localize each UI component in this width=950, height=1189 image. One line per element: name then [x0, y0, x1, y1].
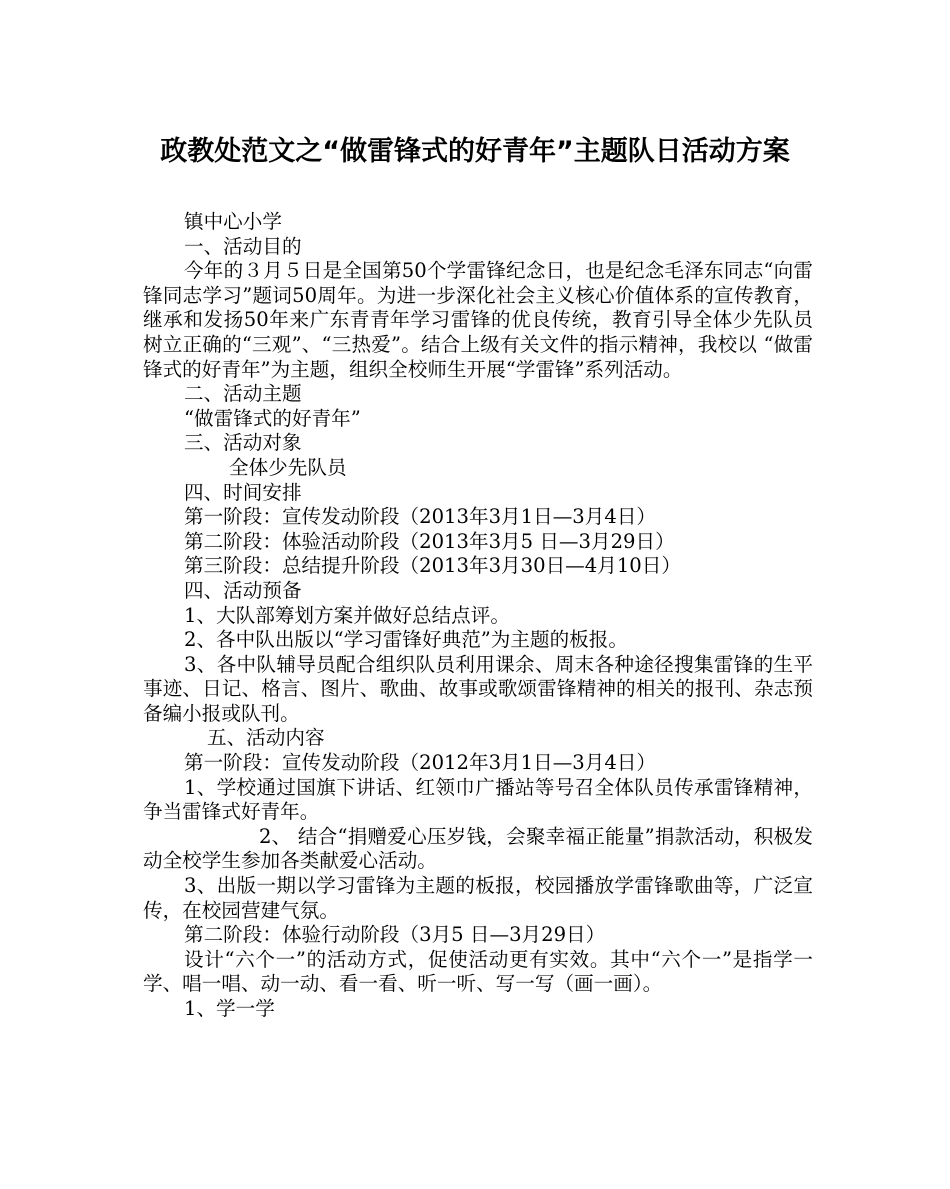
paragraph-theme: “做雷锋式的好青年” — [184, 406, 361, 430]
content-item-2: 2、 结合“捐赠爱心压岁钱，会聚幸福正能量”捐款活动，积极发动全校学生参加各类献爱心活动。 — [143, 824, 813, 873]
paragraph-six-ones: 设计“六个一”的活动方式，促使活动更有实效。其中“六个一”是指学一学、唱一唱、动一动、看一看、听一听、写一写（画一画）。 — [143, 947, 813, 996]
paragraph-target: 全体少先队员 — [229, 455, 347, 479]
section-heading-preparation: 四、活动预备 — [184, 578, 302, 602]
schedule-phase-3: 第三阶段：总结提升阶段（2013年3月30日—4月10日） — [184, 554, 681, 578]
paragraph-purpose: 今年的３月５日是全国第50个学雷锋纪念日，也是纪念毛泽东同志“向雷锋同志学习”题词50周年。为进一步深化社会主义核心价值体系的宣传教育，继承和发扬50年来广东青青年学习雷锋的优良传统，教育引导全体少先队员树立正确的“三观”、“三热爱”。结合上级有关文件的指示精神，我校以 “做雷锋式的好青年”为主题，组织全校师生开展“学雷锋”系列活动。 — [143, 259, 813, 381]
section-heading-theme: 二、活动主题 — [184, 382, 302, 406]
section-heading-content: 五、活动内容 — [207, 726, 325, 750]
preparation-item-1: 1、大队部筹划方案并做好总结点评。 — [184, 603, 510, 627]
preparation-item-2: 2、各中队出版以“学习雷锋好典范”为主题的板报。 — [184, 628, 628, 652]
section-heading-target: 三、活动对象 — [184, 431, 302, 455]
schedule-phase-1: 第一阶段：宣传发动阶段（2013年3月1日—3月4日） — [184, 505, 657, 529]
preparation-item-3: 3、各中队辅导员配合组织队员利用课余、周末各种途径搜集雷锋的生平事迹、日记、格言、图片、歌曲、故事或歌颂雷锋精神的相关的报刊、杂志预备编小报或队刊。 — [143, 652, 813, 725]
content-phase-1: 第一阶段：宣传发动阶段（2012年3月1日—3月4日） — [184, 751, 657, 775]
content-item-3: 3、出版一期以学习雷锋为主题的板报，校园播放学雷锋歌曲等，广泛宣传，在校园营建气氛。 — [143, 874, 813, 922]
content-phase-2: 第二阶段：体验行动阶段（3月5 日—3月29日） — [184, 923, 606, 947]
schedule-phase-2: 第二阶段：体验活动阶段（2013年3月5 日—3月29日） — [184, 529, 675, 553]
section-heading-schedule: 四、时间安排 — [184, 480, 302, 504]
section-heading-purpose: 一、活动目的 — [184, 234, 302, 258]
school-name: 镇中心小学 — [184, 210, 282, 233]
document-body — [143, 210, 813, 1022]
document-title: 政教处范文之“做雷锋式的好青年”主题队日活动方案 — [160, 136, 790, 167]
content-item-1: 1、学校通过国旗下讲话、红领巾广播站等号召全体队员传承雷锋精神，争当雷锋式好青年。 — [143, 775, 813, 824]
subheading-learn: 1、学一学 — [184, 997, 275, 1020]
